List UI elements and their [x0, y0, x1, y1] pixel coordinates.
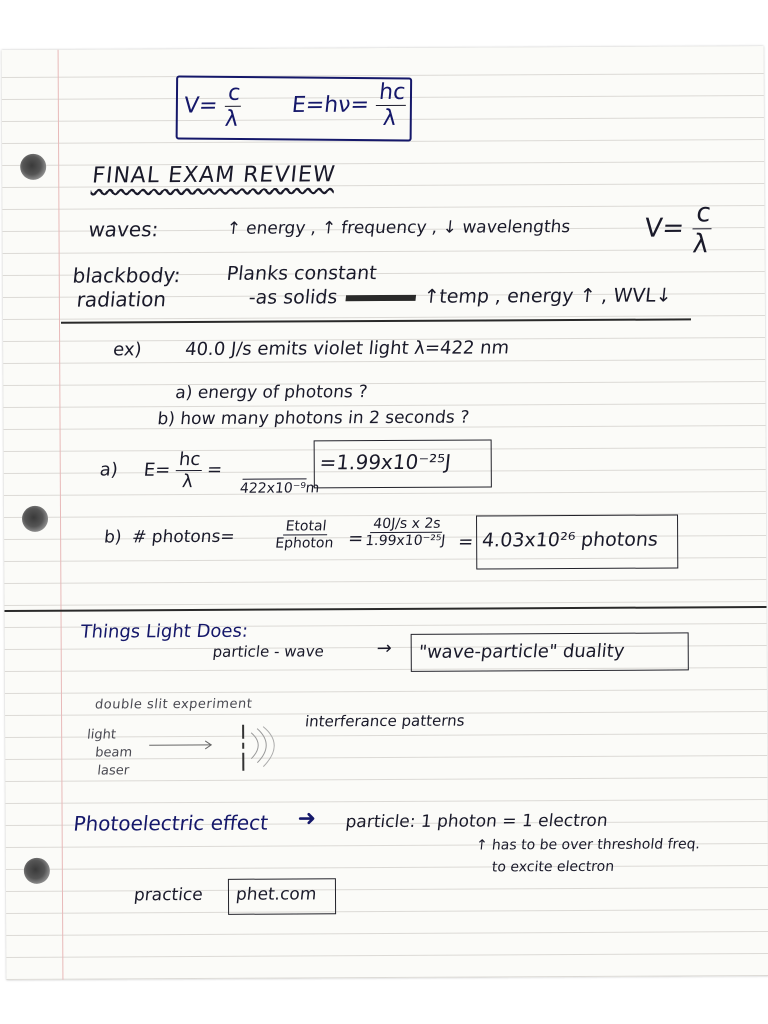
waves-label: waves:: [87, 217, 160, 242]
particle-wave-text: particle - wave: [211, 642, 325, 661]
question-b: b) how many photons in 2 seconds ?: [156, 407, 471, 430]
threshold-note-1: ↑ has to be over threshold freq.: [474, 836, 701, 854]
divider-2: [5, 606, 767, 611]
light-label: light: [86, 727, 117, 743]
answer-b-lhs: # photons=: [131, 526, 236, 548]
example-statement: 40.0 J/s emits violet light λ=422 nm: [184, 337, 511, 361]
answer-b-value: 4.03x10²⁶ photons: [481, 528, 659, 552]
binder-hole-top: [20, 154, 46, 180]
blackbody-label-2: radiation: [75, 287, 168, 312]
right-arrow-icon: →: [375, 637, 393, 660]
margin-line: [58, 50, 64, 980]
light-heading: Things Light Does:: [79, 620, 250, 643]
phet-link[interactable]: phet.com: [234, 884, 318, 905]
binder-hole-middle: [22, 506, 48, 532]
arrow-right-icon: ➜: [297, 806, 317, 832]
particle-line: particle: 1 photon = 1 electron: [344, 810, 609, 833]
blackbody-line2: -as solids ↑temp , energy ↑ , WVL↓: [247, 284, 673, 309]
double-slit-label: double slit experiment: [94, 696, 254, 713]
practice-label: practice: [132, 884, 204, 906]
answer-b-eq-2: =: [457, 531, 475, 553]
laser-label: laser: [96, 763, 130, 779]
answer-b-fraction-2: $\frac{\text{40J/s x 2s}}{\text{1.99x10⁻²⁵J}}$: [364, 515, 447, 550]
divider-1: [61, 318, 691, 323]
example-label: ex): [112, 339, 143, 361]
answer-a-value: =1.99x10⁻²⁵J: [318, 449, 453, 475]
answer-a-fraction-bar: [243, 454, 309, 479]
formula-v-numerator: c: [225, 81, 244, 107]
page-title: FINAL EXAM REVIEW: [90, 162, 337, 189]
formula-v: V= $\frac{c}{\lambda}$: [182, 80, 242, 132]
photoelectric-label: Photoelectric effect: [72, 810, 270, 836]
notebook-page: [2, 46, 768, 980]
formula-v-denominator: λ: [223, 106, 240, 132]
beam-label: beam: [94, 745, 133, 761]
formula-e-denominator: λ: [381, 105, 398, 132]
binder-hole-bottom: [24, 858, 50, 884]
slit-diagram-icon: [145, 718, 305, 779]
answer-a-label: a): [98, 459, 119, 481]
duality-text: "wave-particle" duality: [417, 640, 626, 663]
scribble-out: [345, 294, 416, 300]
blackbody-line1: Planks constant: [225, 262, 378, 285]
answer-b-fraction: $\frac{\text{Etotal}}{\text{Ephoton}}$: [274, 518, 335, 552]
answer-a-denominator: 422x10⁻⁹m: [239, 480, 321, 497]
formula-e-numerator: hc: [376, 80, 409, 106]
interference-text: interferance patterns: [304, 711, 466, 731]
waves-text: ↑ energy , ↑ frequency , ↓ wavelengths: [225, 217, 572, 239]
waves-formula: V= $\frac{c}{\lambda}$: [643, 198, 713, 260]
threshold-note-2: to excite electron: [491, 858, 615, 876]
answer-b-eq: =: [347, 528, 365, 550]
question-a: a) energy of photons ?: [174, 382, 369, 404]
formula-e: E=hν= $\frac{hc}{\lambda}$: [290, 79, 407, 132]
formula-box: [2, 46, 764, 132]
blackbody-label: blackbody:: [71, 263, 182, 288]
answer-b-label: b): [103, 527, 123, 548]
answer-a-formula: E= $\frac{hc}{\lambda}$ =: [142, 448, 224, 493]
